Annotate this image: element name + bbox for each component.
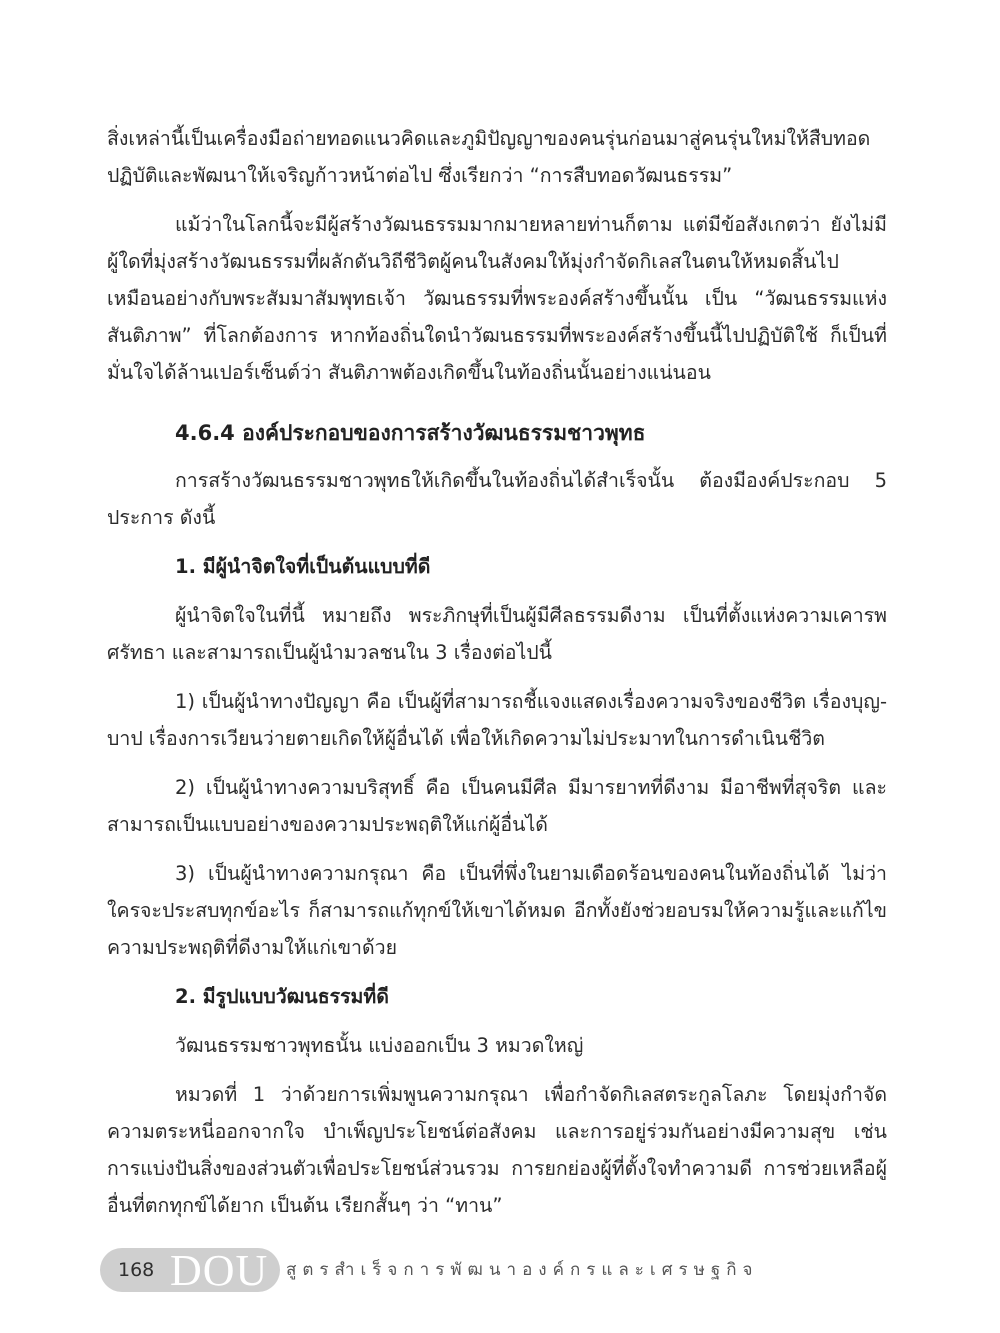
page-content — [107, 120, 887, 1236]
list-item-wisdom-leader: 1) เป็นผู้นำทางปัญญา คือ เป็นผู้ที่สามารถชี้แจงแสดงเรื่องความจริงของชีวิต เรื่องบุญ-บาป เรื่องการเวียนว่ายตายเกิดให้ผู้อื่นได้ เพื่อให้เกิดความไม่ประมาทในการดำเนินชีวิต — [107, 690, 887, 750]
paragraph-cultural-transmission: สิ่งเหล่านี้เป็นเครื่องมือถ่ายทอดแนวคิดและภูมิปัญญาของคนรุ่นก่อนมาสู่คนรุ่นใหม่ให้สืบทอดปฏิบัติและพัฒนาให้เจริญก้าวหน้าต่อไป ซึ่งเรียกว่า “การสืบทอดวัฒนธรรม” — [107, 127, 871, 187]
list-item-compassion-leader: 3) เป็นผู้นำทางความกรุณา คือ เป็นที่พึ่งในยามเดือดร้อนของคนในท้องถิ่นได้ ไม่ว่าใครจะประสบทุกข์อะไร ก็สามารถแก้ทุกข์ให้เขาได้หมด อีกทั้งยังช่วยอบรมให้ความรู้และแก้ไขความประพฤติที่ดีงามให้แก่เขาด้วย — [107, 862, 887, 959]
list-item-purity-leader: 2) เป็นผู้นำทางความบริสุทธิ์ คือ เป็นคนมีศีล มีมารยาทที่ดีงาม มีอาชีพที่สุจริต และสามารถเป็นแบบอย่างของความประพฤติให้แก่ผู้อื่นได้ — [107, 776, 887, 836]
paragraph-category-one-dana: หมวดที่ 1 ว่าด้วยการเพิ่มพูนความกรุณา เพื่อกำจัดกิเลสตระกูลโลภะ โดยมุ่งกำจัดความตระหนี่ออกจากใจ บำเพ็ญประโยชน์ต่อสังคม และการอยู่ร่วมกันอย่างมีความสุข เช่น การแบ่งปันสิ่งของส่วนตัวเพื่อประโยชน์ส่วนรวม การยกย่องผู้ที่ตั้งใจทำความดี การช่วยเหลือผู้อื่นที่ตกทุกข์ได้ยาก เป็นต้น เรียกสั้นๆ ว่า “ทาน” — [107, 1083, 887, 1217]
book-title: สูตรสำเร็จการพัฒนาองค์กรและเศรษฐกิจ — [286, 1260, 759, 1280]
subheading-spiritual-leader: 1. มีผู้นำจิตใจที่เป็นต้นแบบที่ดี — [175, 555, 431, 578]
page-number: 168 — [118, 1259, 155, 1281]
paragraph-three-categories: วัฒนธรรมชาวพุทธนั้น แบ่งออกเป็น 3 หมวดใหญ่ — [175, 1034, 584, 1057]
paragraph-five-components: การสร้างวัฒนธรรมชาวพุทธให้เกิดขึ้นในท้องถิ่นได้สำเร็จนั้น ต้องมีองค์ประกอบ 5 ประการ ดังนี้ — [107, 469, 887, 529]
page-number-badge — [100, 1246, 280, 1295]
section-heading: 4.6.4 องค์ประกอบของการสร้างวัฒนธรรมชาวพุทธ — [175, 421, 646, 445]
subheading-culture-pattern: 2. มีรูปแบบวัฒนธรรมที่ดี — [175, 985, 389, 1008]
paragraph-leader-definition: ผู้นำจิตใจในที่นี้ หมายถึง พระภิกษุที่เป็นผู้มีศีลธรรมดีงาม เป็นที่ตั้งแห่งความเคารพศรัทธา และสามารถเป็นผู้นำมวลชนใน 3 เรื่องต่อไปนี้ — [107, 604, 887, 664]
dou-logo: DOU — [170, 1246, 269, 1295]
paragraph-culture-of-peace: แม้ว่าในโลกนี้จะมีผู้สร้างวัฒนธรรมมากมายหลายท่านก็ตาม แต่มีข้อสังเกตว่า ยังไม่มีผู้ใดที่มุ่งสร้างวัฒนธรรมที่ผลักดันวิถีชีวิตผู้คนในสังคมให้มุ่งกำจัดกิเลสในตนให้หมดสิ้นไป เหมือนอย่างกับพระสัมมาสัมพุทธเจ้า วัฒนธรรมที่พระองค์สร้างขึ้นนั้น เป็น “วัฒนธรรมแห่งสันติภาพ” ที่โลกต้องการ หากท้องถิ่นใดนำวัฒนธรรมที่พระองค์สร้างขึ้นนี้ไปปฏิบัติใช้ ก็เป็นที่มั่นใจได้ล้านเปอร์เซ็นต์ว่า สันติภาพต้องเกิดขึ้นในท้องถิ่นนั้นอย่างแน่นอน — [107, 213, 887, 384]
page-footer — [100, 1246, 900, 1296]
